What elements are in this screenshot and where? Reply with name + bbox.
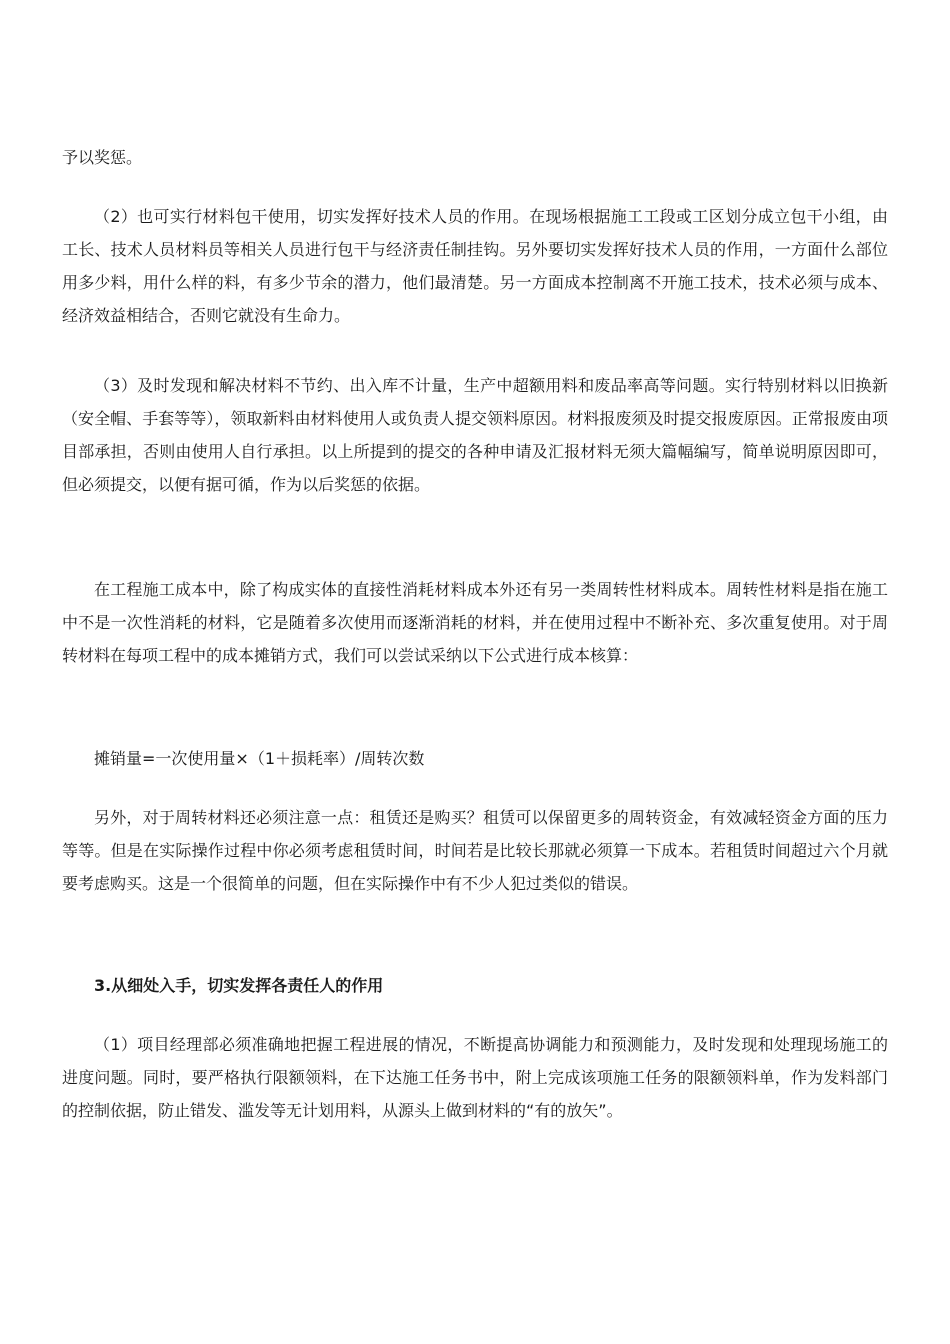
paragraph-turnover-materials: 在工程施工成本中，除了构成实体的直接性消耗材料成本外还有另一类周转性材料成本。周转性材料是指在施工中不是一次性消耗的材料，它是随着多次使用而逐渐消耗的材料，并在使用过程中不断补充、多次重复使用。对于周转材料在每项工程中的成本摊销方式，我们可以尝试采纳以下公式进行成本核算： [62,580,888,665]
paragraph-material-contract: （2）也可实行材料包干使用，切实发挥好技术人员的作用。在现场根据施工工段或工区划分成立包干小组，由工长、技术人员材料员等相关人员进行包干与经济责任制挂钩。另外要切实发挥好技术人员的作用，一方面什么部位用多少料，用什么样的料，有多少节余的潜力，他们最清楚。另一方面成本控制离不开施工技术，技术必须与成本、经济效益相结合，否则它就没有生命力。 [62,207,888,325]
paragraph-material-waste: （3）及时发现和解决材料不节约、出入库不计量，生产中超额用料和废品率高等问题。实行特别材料以旧换新（安全帽、手套等等），领取新料由材料使用人或负责人提交领料原因。材料报废须及时提交报废原因。正常报废由项目部承担，否则由使用人自行承担。以上所提到的提交的各种申请及汇报材料无须大篇幅编写，简单说明原因即可，但必须提交，以便有据可循，作为以后奖惩的依据。 [62,376,888,494]
paragraph-project-manager: （1）项目经理部必须准确地把握工程进展的情况，不断提高协调能力和预测能力，及时发现和处理现场施工的进度问题。同时，要严格执行限额领料，在下达施工任务书中，附上完成该项施工任务的限额领料单，作为发料部门的控制依据，防止错发、滥发等无计划用料，从源头上做到材料的“有的放矢”。 [62,1035,888,1120]
paragraph-reward-end: 予以奖惩。 [62,148,143,167]
formula-amortization: 摊销量=一次使用量×（1＋损耗率）/周转次数 [94,749,425,768]
paragraph-lease-or-buy: 另外，对于周转材料还必须注意一点：租赁还是购买？租赁可以保留更多的周转资金，有效减轻资金方面的压力等等。但是在实际操作过程中你必须考虑租赁时间，时间若是比较长那就必须算一下成本。若租赁时间超过六个月就要考虑购买。这是一个很简单的问题，但在实际操作中有不少人犯过类似的错误。 [62,808,888,893]
section-heading-3: 3.从细处入手，切实发挥各责任人的作用 [94,976,384,995]
